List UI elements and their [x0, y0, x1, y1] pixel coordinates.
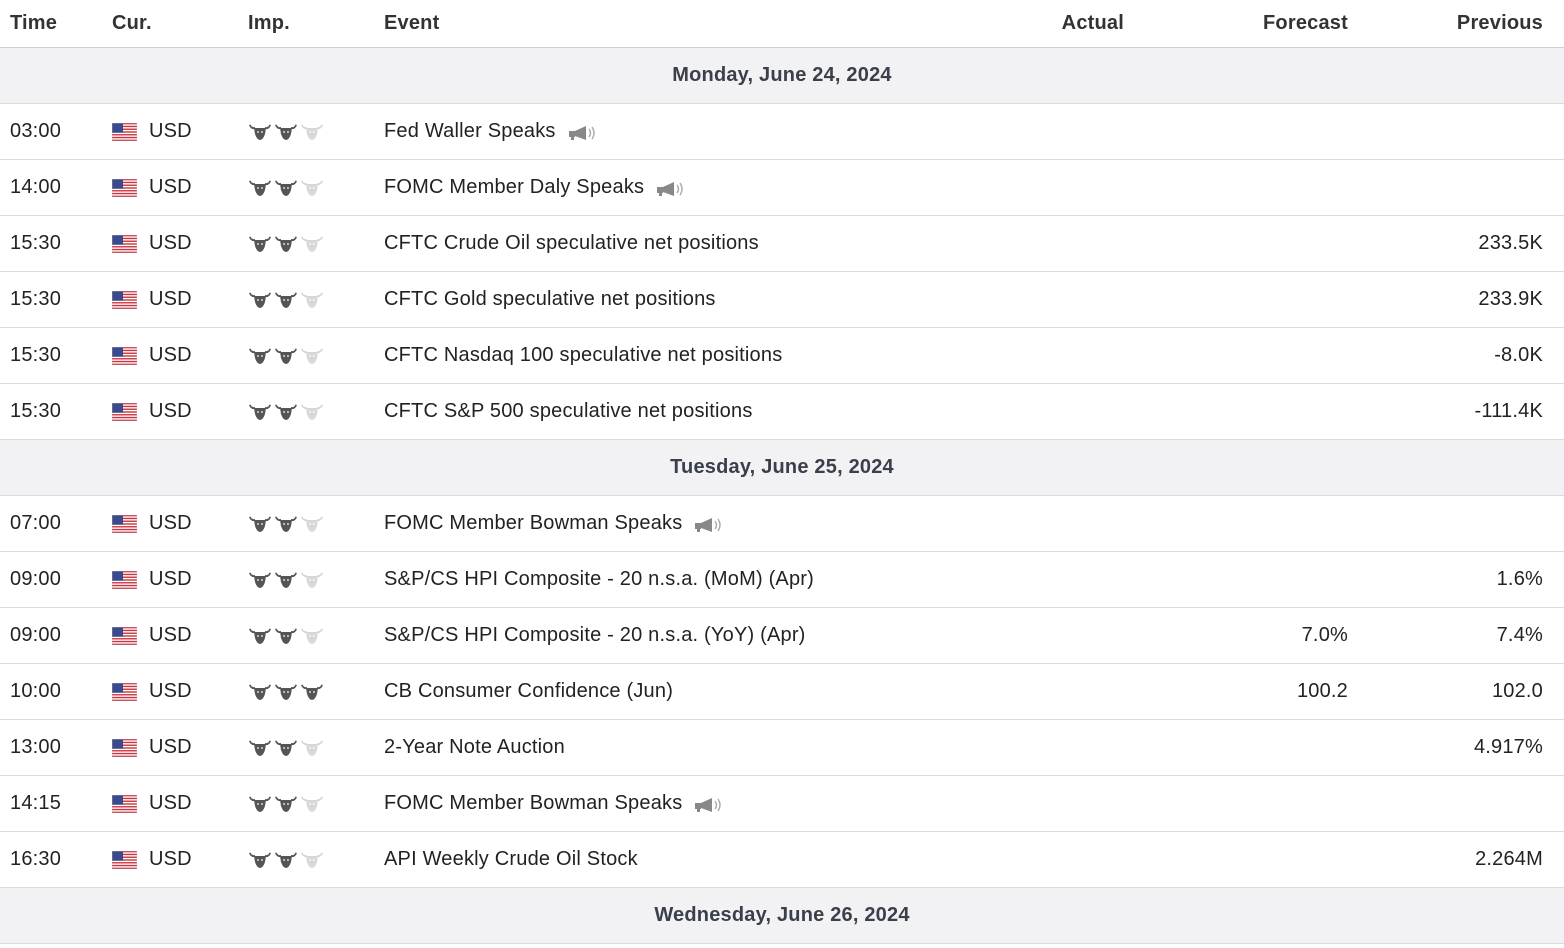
bull-icon-inactive: [300, 571, 324, 589]
event-time: 15:30: [10, 232, 62, 254]
date-header: Wednesday, June 26, 2024: [0, 888, 1564, 944]
us-flag-icon: [112, 403, 137, 421]
event-cell: [384, 848, 1004, 871]
currency-code: USD: [149, 176, 192, 198]
currency-code: USD: [149, 792, 192, 814]
event-cell: [384, 512, 1004, 535]
us-flag-icon: [112, 739, 137, 757]
event-time: 09:00: [10, 624, 62, 646]
bull-icon-active: [274, 851, 298, 869]
event-time: 07:00: [10, 512, 62, 534]
bull-icon-active: [274, 123, 298, 141]
table-row[interactable]: [0, 832, 1564, 888]
event-cell: [384, 232, 1004, 255]
event-previous: 233.5K: [1478, 232, 1543, 254]
bull-icon-inactive: [300, 235, 324, 253]
us-flag-icon: [112, 235, 137, 253]
event-time: 14:00: [10, 176, 62, 198]
event-name-link[interactable]: Fed Waller Speaks: [384, 120, 556, 142]
bull-icon-active: [274, 235, 298, 253]
event-cell: [384, 120, 1004, 143]
bull-icon-active: [248, 123, 272, 141]
bull-icon-active: [274, 179, 298, 197]
bull-icon-active: [274, 571, 298, 589]
event-previous: 4.917%: [1473, 736, 1543, 758]
event-previous: 1.6%: [1496, 568, 1543, 590]
event-cell: [384, 568, 1004, 591]
event-time: 03:00: [10, 120, 62, 142]
event-cell: [384, 344, 1004, 367]
event-previous: -111.4K: [1474, 400, 1543, 422]
event-currency: [112, 792, 248, 815]
us-flag-icon: [112, 291, 137, 309]
table-row[interactable]: [0, 328, 1564, 384]
currency-code: USD: [149, 288, 192, 310]
bull-icon-active: [248, 179, 272, 197]
importance-rating: [248, 739, 384, 757]
header-event[interactable]: Event: [384, 12, 440, 34]
event-name-link[interactable]: S&P/CS HPI Composite - 20 n.s.a. (YoY) (Apr): [384, 624, 806, 646]
event-name-link[interactable]: S&P/CS HPI Composite - 20 n.s.a. (MoM) (Apr): [384, 568, 815, 590]
currency-code: USD: [149, 120, 192, 142]
bull-icon-active: [274, 627, 298, 645]
event-previous: 7.4%: [1496, 624, 1543, 646]
bull-icon-inactive: [300, 347, 324, 365]
event-previous: 102.0: [1491, 680, 1543, 702]
event-currency: [112, 176, 248, 199]
currency-code: USD: [149, 344, 192, 366]
bull-icon-active: [248, 347, 272, 365]
event-cell: [384, 736, 1004, 759]
event-name-link[interactable]: CFTC S&P 500 speculative net positions: [384, 400, 753, 422]
bull-icon-inactive: [300, 739, 324, 757]
bull-icon-active: [248, 795, 272, 813]
importance-rating: [248, 571, 384, 589]
us-flag-icon: [112, 347, 137, 365]
event-currency: [112, 400, 248, 423]
bull-icon-inactive: [300, 851, 324, 869]
event-currency: [112, 120, 248, 143]
calendar-body: [0, 48, 1564, 944]
event-cell: [384, 624, 1004, 647]
bull-icon-active: [248, 235, 272, 253]
table-row[interactable]: [0, 608, 1564, 664]
importance-rating: [248, 403, 384, 421]
us-flag-icon: [112, 795, 137, 813]
importance-rating: [248, 291, 384, 309]
currency-code: USD: [149, 400, 192, 422]
event-cell: [384, 288, 1004, 311]
event-currency: [112, 344, 248, 367]
event-time: 16:30: [10, 848, 62, 870]
event-name-link[interactable]: FOMC Member Bowman Speaks: [384, 512, 683, 534]
us-flag-icon: [112, 515, 137, 533]
us-flag-icon: [112, 179, 137, 197]
header-currency[interactable]: Cur.: [112, 12, 152, 34]
importance-rating: [248, 123, 384, 141]
event-previous: -8.0K: [1494, 344, 1543, 366]
speech-megaphone-icon: [694, 515, 726, 533]
event-name-link[interactable]: API Weekly Crude Oil Stock: [384, 848, 638, 870]
event-time: 10:00: [10, 680, 62, 702]
bull-icon-active: [274, 347, 298, 365]
table-header: [0, 0, 1564, 48]
event-name-link[interactable]: FOMC Member Bowman Speaks: [384, 792, 683, 814]
bull-icon-active: [274, 795, 298, 813]
importance-rating: [248, 683, 384, 701]
bull-icon-active: [274, 739, 298, 757]
header-previous[interactable]: Previous: [1456, 12, 1543, 34]
speech-megaphone-icon: [656, 179, 688, 197]
currency-code: USD: [149, 736, 192, 758]
table-row[interactable]: [0, 664, 1564, 720]
event-time: 15:30: [10, 288, 62, 310]
date-header: Tuesday, June 25, 2024: [0, 440, 1564, 496]
event-cell: [384, 792, 1004, 815]
bull-icon-active: [274, 403, 298, 421]
event-currency: [112, 288, 248, 311]
us-flag-icon: [112, 571, 137, 589]
bull-icon-inactive: [300, 123, 324, 141]
bull-icon-active: [274, 683, 298, 701]
importance-rating: [248, 851, 384, 869]
bull-icon-active: [274, 515, 298, 533]
bull-icon-active: [248, 515, 272, 533]
event-time: 15:30: [10, 344, 62, 366]
event-currency: [112, 736, 248, 759]
event-cell: [384, 400, 1004, 423]
bull-icon-active: [300, 683, 324, 701]
currency-code: USD: [149, 232, 192, 254]
event-name-link[interactable]: 2-Year Note Auction: [384, 736, 565, 758]
event-name-link[interactable]: CB Consumer Confidence (Jun): [384, 680, 674, 702]
bull-icon-inactive: [300, 627, 324, 645]
event-forecast: 7.0%: [1301, 624, 1348, 646]
bull-icon-inactive: [300, 291, 324, 309]
event-time: 09:00: [10, 568, 62, 590]
currency-code: USD: [149, 624, 192, 646]
event-currency: [112, 680, 248, 703]
bull-icon-active: [248, 627, 272, 645]
event-name-link[interactable]: FOMC Member Daly Speaks: [384, 176, 645, 198]
table-row[interactable]: [0, 272, 1564, 328]
header-time[interactable]: Time: [10, 12, 58, 34]
event-forecast: 100.2: [1296, 680, 1348, 702]
event-time: 13:00: [10, 736, 62, 758]
bull-icon-active: [248, 739, 272, 757]
header-forecast[interactable]: Forecast: [1263, 12, 1348, 34]
event-time: 15:30: [10, 400, 62, 422]
table-row[interactable]: [0, 104, 1564, 160]
importance-rating: [248, 627, 384, 645]
bull-icon-active: [248, 291, 272, 309]
event-currency: [112, 848, 248, 871]
us-flag-icon: [112, 851, 137, 869]
event-previous: 2.264M: [1475, 848, 1543, 870]
currency-code: USD: [149, 568, 192, 590]
event-currency: [112, 624, 248, 647]
event-name-link[interactable]: CFTC Nasdaq 100 speculative net positions: [384, 344, 783, 366]
importance-rating: [248, 179, 384, 197]
date-header: Monday, June 24, 2024: [0, 48, 1564, 104]
table-row[interactable]: [0, 776, 1564, 832]
speech-megaphone-icon: [694, 795, 726, 813]
importance-rating: [248, 515, 384, 533]
currency-code: USD: [149, 512, 192, 534]
event-cell: [384, 680, 1004, 703]
bull-icon-active: [248, 403, 272, 421]
table-row[interactable]: [0, 720, 1564, 776]
table-row[interactable]: [0, 384, 1564, 440]
header-actual[interactable]: Actual: [1061, 12, 1124, 34]
importance-rating: [248, 347, 384, 365]
event-currency: [112, 232, 248, 255]
bull-icon-active: [274, 291, 298, 309]
bull-icon-inactive: [300, 403, 324, 421]
table-row[interactable]: [0, 216, 1564, 272]
importance-rating: [248, 795, 384, 813]
table-row[interactable]: [0, 552, 1564, 608]
event-name-link[interactable]: CFTC Gold speculative net positions: [384, 288, 716, 310]
header-importance[interactable]: Imp.: [248, 12, 290, 34]
bull-icon-active: [248, 683, 272, 701]
bull-icon-active: [248, 571, 272, 589]
speech-megaphone-icon: [568, 123, 600, 141]
event-name-link[interactable]: CFTC Crude Oil speculative net positions: [384, 232, 759, 254]
bull-icon-inactive: [300, 795, 324, 813]
us-flag-icon: [112, 627, 137, 645]
importance-rating: [248, 235, 384, 253]
us-flag-icon: [112, 683, 137, 701]
event-currency: [112, 512, 248, 535]
event-cell: [384, 176, 1004, 199]
bull-icon-inactive: [300, 515, 324, 533]
event-currency: [112, 568, 248, 591]
bull-icon-inactive: [300, 179, 324, 197]
currency-code: USD: [149, 848, 192, 870]
table-row[interactable]: [0, 160, 1564, 216]
event-time: 14:15: [10, 792, 62, 814]
us-flag-icon: [112, 123, 137, 141]
currency-code: USD: [149, 680, 192, 702]
bull-icon-active: [248, 851, 272, 869]
table-row[interactable]: [0, 496, 1564, 552]
event-previous: 233.9K: [1478, 288, 1543, 310]
